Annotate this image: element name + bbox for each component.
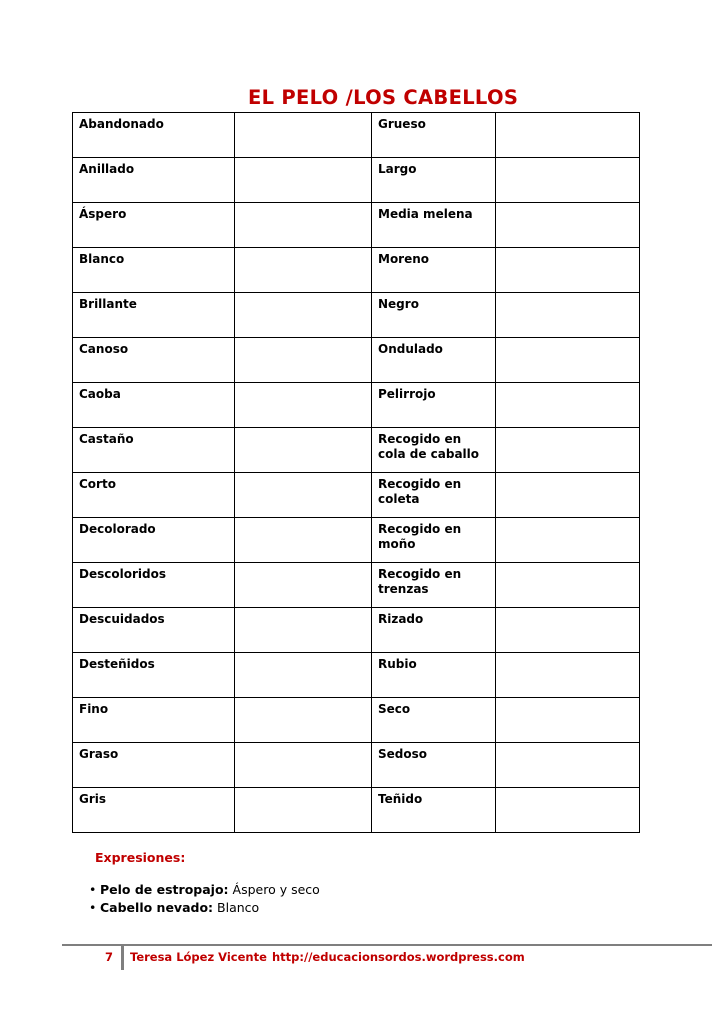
blank-cell [496,248,640,293]
table-row [73,608,640,653]
word-cell: Castaño [73,428,235,473]
word-cell: Descoloridos [73,563,235,608]
expression-meaning: Áspero y seco [232,882,320,897]
word-cell: Moreno [372,248,496,293]
word-cell: Recogido en moño [372,518,496,563]
table-row [73,473,640,518]
footer-rule [62,944,712,946]
word-cell: Gris [73,788,235,833]
expression-meaning: Blanco [217,900,260,915]
table-row [73,248,640,293]
word-cell: Brillante [73,293,235,338]
blank-cell [496,158,640,203]
expressions-list [89,881,320,917]
blank-cell [496,653,640,698]
table-row [73,338,640,383]
blank-cell [496,743,640,788]
bullet-icon: • [89,900,97,915]
word-cell: Canoso [73,338,235,383]
word-cell: Decolorado [73,518,235,563]
word-cell: Sedoso [372,743,496,788]
word-cell: Pelirrojo [372,383,496,428]
table-row [73,383,640,428]
blank-cell [496,788,640,833]
footer-url: http://educacionsordos.wordpress.com [272,950,525,964]
word-cell: Recogido en trenzas [372,563,496,608]
table-row [73,788,640,833]
word-cell: Áspero [73,203,235,248]
word-cell: Fino [73,698,235,743]
table-row [73,743,640,788]
word-cell: Corto [73,473,235,518]
footer-divider [121,946,124,970]
expression-term: Cabello nevado: [100,900,214,915]
table-row [73,653,640,698]
word-cell: Recogido en cola de caballo [372,428,496,473]
blank-cell [496,473,640,518]
blank-cell [496,563,640,608]
word-cell: Abandonado [73,113,235,158]
table-row [73,698,640,743]
word-cell: Largo [372,158,496,203]
word-cell: Recogido en coleta [372,473,496,518]
word-cell: Anillado [73,158,235,203]
blank-cell [496,293,640,338]
blank-cell [235,383,372,428]
vocabulary-table [72,112,640,833]
table-row [73,158,640,203]
blank-cell [235,518,372,563]
word-cell: Ondulado [372,338,496,383]
word-cell: Seco [372,698,496,743]
blank-cell [235,293,372,338]
word-cell: Rubio [372,653,496,698]
blank-cell [235,608,372,653]
word-cell: Descuidados [73,608,235,653]
expressions-heading: Expresiones: [95,850,186,865]
list-item [89,899,320,917]
word-cell: Grueso [372,113,496,158]
blank-cell [235,653,372,698]
blank-cell [235,743,372,788]
table-row [73,293,640,338]
table-row [73,203,640,248]
word-cell: Teñido [372,788,496,833]
table-row [73,113,640,158]
blank-cell [496,428,640,473]
word-cell: Rizado [372,608,496,653]
blank-cell [235,203,372,248]
word-cell: Blanco [73,248,235,293]
blank-cell [235,158,372,203]
blank-cell [235,473,372,518]
blank-cell [496,608,640,653]
table-row [73,518,640,563]
blank-cell [496,698,640,743]
word-cell: Caoba [73,383,235,428]
blank-cell [496,518,640,563]
blank-cell [496,203,640,248]
blank-cell [496,338,640,383]
blank-cell [235,338,372,383]
word-cell: Media melena [372,203,496,248]
blank-cell [235,563,372,608]
table-row [73,563,640,608]
blank-cell [235,248,372,293]
blank-cell [496,383,640,428]
blank-cell [235,113,372,158]
page-number: 7 [105,950,114,964]
page-title: EL PELO /LOS CABELLOS [248,86,519,109]
blank-cell [235,698,372,743]
table-row [73,428,640,473]
word-cell: Negro [372,293,496,338]
blank-cell [235,428,372,473]
blank-cell [235,788,372,833]
expression-term: Pelo de estropajo: [100,882,229,897]
bullet-icon: • [89,882,97,897]
list-item [89,881,320,899]
footer-author: Teresa López Vicente [130,950,267,964]
word-cell: Desteñidos [73,653,235,698]
word-cell: Graso [73,743,235,788]
blank-cell [496,113,640,158]
